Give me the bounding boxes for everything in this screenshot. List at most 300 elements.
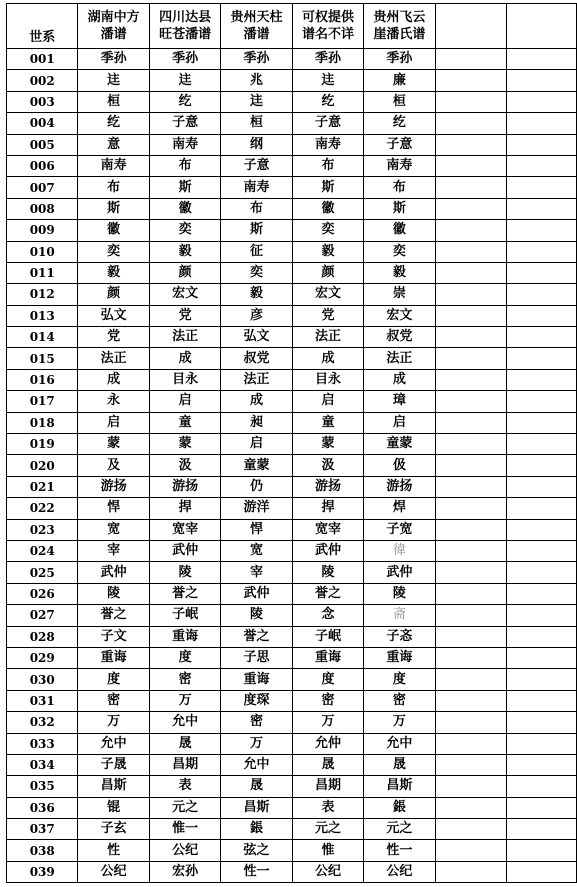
feiyunya-cell: 季孙 — [364, 49, 435, 70]
feiyunya-cell: 宏文 — [364, 305, 435, 326]
empty-cell — [435, 177, 506, 198]
tianzhu-cell: 桓 — [221, 113, 292, 134]
sichuan-cell: 子意 — [149, 113, 220, 134]
hunan-cell: 子玄 — [78, 819, 149, 840]
feiyunya-cell: 昌斯 — [364, 776, 435, 797]
header-text: 湖南中方 潘谱 — [87, 10, 140, 42]
feiyunya-cell: 武仲 — [364, 562, 435, 583]
empty-cell — [435, 605, 506, 626]
tianzhu-cell: 弘文 — [221, 327, 292, 348]
kequan-cell: 度 — [292, 669, 363, 690]
empty-cell — [506, 198, 576, 219]
hunan-cell: 斯 — [78, 198, 149, 219]
empty-cell — [435, 455, 506, 476]
hunan-cell: 宰 — [78, 540, 149, 561]
kequan-cell: 公纪 — [292, 861, 363, 882]
generation-cell: 022 — [7, 498, 78, 519]
feiyunya-cell: 璋 — [364, 391, 435, 412]
kequan-cell: 奕 — [292, 220, 363, 241]
tianzhu-cell: 武仲 — [221, 583, 292, 604]
sichuan-cell: 童 — [149, 412, 220, 433]
hunan-cell: 公纪 — [78, 861, 149, 882]
empty-cell — [435, 626, 506, 647]
table-row — [7, 134, 577, 155]
table-row — [7, 155, 577, 176]
table-row — [7, 562, 577, 583]
tianzhu-cell: 游洋 — [221, 498, 292, 519]
table-row — [7, 348, 577, 369]
empty-cell — [435, 690, 506, 711]
generation-cell: 033 — [7, 733, 78, 754]
kequan-cell: 惟 — [292, 840, 363, 861]
header-row — [7, 4, 577, 49]
tianzhu-cell: 迬 — [221, 91, 292, 112]
table-row — [7, 391, 577, 412]
empty-cell — [435, 369, 506, 390]
generation-cell: 013 — [7, 305, 78, 326]
kequan-cell: 表 — [292, 797, 363, 818]
empty-cell — [506, 348, 576, 369]
empty-cell — [435, 712, 506, 733]
table-row — [7, 605, 577, 626]
empty-cell — [506, 498, 576, 519]
empty-cell — [435, 412, 506, 433]
generation-cell: 038 — [7, 840, 78, 861]
tianzhu-cell: 昶 — [221, 412, 292, 433]
hunan-cell: 陵 — [78, 583, 149, 604]
table-row — [7, 519, 577, 540]
sichuan-cell: 捍 — [149, 498, 220, 519]
empty-cell — [435, 840, 506, 861]
empty-cell — [506, 712, 576, 733]
empty-cell — [506, 327, 576, 348]
tianzhu-cell: 悍 — [221, 519, 292, 540]
generation-cell: 016 — [7, 369, 78, 390]
header-generation: 世系 — [7, 4, 78, 49]
empty-cell — [435, 262, 506, 283]
hunan-cell: 子文 — [78, 626, 149, 647]
table-row — [7, 412, 577, 433]
tianzhu-cell: 重诲 — [221, 669, 292, 690]
empty-cell — [435, 861, 506, 882]
empty-cell — [506, 754, 576, 775]
kequan-cell: 斯 — [292, 177, 363, 198]
generation-cell: 008 — [7, 198, 78, 219]
hunan-cell: 宽 — [78, 519, 149, 540]
generation-cell: 014 — [7, 327, 78, 348]
empty-cell — [435, 134, 506, 155]
hunan-cell: 徽 — [78, 220, 149, 241]
sichuan-cell: 元之 — [149, 797, 220, 818]
empty-cell — [435, 70, 506, 91]
sichuan-cell: 昌期 — [149, 754, 220, 775]
empty-cell — [435, 647, 506, 668]
header-kequan-unknown — [292, 4, 363, 49]
hunan-cell: 颜 — [78, 284, 149, 305]
empty-cell — [435, 797, 506, 818]
feiyunya-cell: 公纪 — [364, 861, 435, 882]
empty-cell — [506, 412, 576, 433]
tianzhu-cell: 奕 — [221, 262, 292, 283]
kequan-cell: 子意 — [292, 113, 363, 134]
hunan-cell: 蒙 — [78, 434, 149, 455]
feiyunya-cell: 伋 — [364, 455, 435, 476]
kequan-cell: 万 — [292, 712, 363, 733]
empty-cell — [506, 134, 576, 155]
empty-cell — [435, 305, 506, 326]
sichuan-cell: 晟 — [149, 733, 220, 754]
header-guizhou-tianzhu — [221, 4, 292, 49]
generation-cell: 034 — [7, 754, 78, 775]
empty-cell — [506, 476, 576, 497]
feiyunya-cell: 密 — [364, 690, 435, 711]
table-row — [7, 284, 577, 305]
empty-cell — [506, 391, 576, 412]
generation-cell: 035 — [7, 776, 78, 797]
hunan-cell: 迬 — [78, 70, 149, 91]
kequan-cell: 蒙 — [292, 434, 363, 455]
tianzhu-cell: 宰 — [221, 562, 292, 583]
kequan-cell: 子岷 — [292, 626, 363, 647]
empty-cell — [435, 562, 506, 583]
table-row — [7, 49, 577, 70]
hunan-cell: 南寿 — [78, 155, 149, 176]
kequan-cell: 捍 — [292, 498, 363, 519]
generation-cell: 006 — [7, 155, 78, 176]
tianzhu-cell: 性一 — [221, 861, 292, 882]
table-row — [7, 369, 577, 390]
sichuan-cell: 徽 — [149, 198, 220, 219]
empty-cell — [435, 434, 506, 455]
hunan-cell: 弘文 — [78, 305, 149, 326]
empty-cell — [435, 776, 506, 797]
tianzhu-cell: 昌斯 — [221, 797, 292, 818]
empty-cell — [435, 49, 506, 70]
empty-cell — [506, 155, 576, 176]
kequan-cell: 游扬 — [292, 476, 363, 497]
empty-cell — [435, 391, 506, 412]
generation-cell: 010 — [7, 241, 78, 262]
generation-cell: 029 — [7, 647, 78, 668]
generation-cell: 019 — [7, 434, 78, 455]
table-row — [7, 733, 577, 754]
feiyunya-cell: 廉 — [364, 70, 435, 91]
tianzhu-cell: 启 — [221, 434, 292, 455]
tianzhu-cell: 纲 — [221, 134, 292, 155]
sichuan-cell: 度 — [149, 647, 220, 668]
table-row — [7, 797, 577, 818]
tianzhu-cell: 子思 — [221, 647, 292, 668]
generation-cell: 005 — [7, 134, 78, 155]
empty-cell — [506, 519, 576, 540]
sichuan-cell: 法正 — [149, 327, 220, 348]
sichuan-cell: 斯 — [149, 177, 220, 198]
empty-cell — [506, 840, 576, 861]
empty-cell — [506, 540, 576, 561]
table-row — [7, 262, 577, 283]
table-row — [7, 220, 577, 241]
hunan-cell: 锟 — [78, 797, 149, 818]
kequan-cell: 陵 — [292, 562, 363, 583]
feiyunya-cell: 性一 — [364, 840, 435, 861]
empty-cell — [435, 540, 506, 561]
kequan-cell: 元之 — [292, 819, 363, 840]
tianzhu-cell: 南寿 — [221, 177, 292, 198]
empty-cell — [506, 733, 576, 754]
sichuan-cell: 密 — [149, 669, 220, 690]
kequan-cell: 启 — [292, 391, 363, 412]
generation-cell: 021 — [7, 476, 78, 497]
header-sichuan-daxian — [149, 4, 220, 49]
table-row — [7, 455, 577, 476]
generation-cell: 007 — [7, 177, 78, 198]
feiyunya-cell: 元之 — [364, 819, 435, 840]
table-row — [7, 177, 577, 198]
empty-cell — [506, 241, 576, 262]
hunan-cell: 允中 — [78, 733, 149, 754]
table-row — [7, 647, 577, 668]
sichuan-cell: 奕 — [149, 220, 220, 241]
hunan-cell: 党 — [78, 327, 149, 348]
tianzhu-cell: 叔党 — [221, 348, 292, 369]
tianzhu-cell: 季孙 — [221, 49, 292, 70]
kequan-cell: 颜 — [292, 262, 363, 283]
header-text: 四川达县 旺苍潘谱 — [159, 10, 212, 42]
tianzhu-cell: 兆 — [221, 70, 292, 91]
hunan-cell: 奕 — [78, 241, 149, 262]
feiyunya-cell: 允中 — [364, 733, 435, 754]
header-hunan-zhongfang — [78, 4, 149, 49]
empty-cell — [506, 819, 576, 840]
sichuan-cell: 目永 — [149, 369, 220, 390]
generation-cell: 002 — [7, 70, 78, 91]
tianzhu-cell: 征 — [221, 241, 292, 262]
feiyunya-cell: 晟 — [364, 754, 435, 775]
hunan-cell: 布 — [78, 177, 149, 198]
generation-cell: 003 — [7, 91, 78, 112]
tianzhu-cell: 万 — [221, 733, 292, 754]
feiyunya-cell: 徫 — [364, 540, 435, 561]
feiyunya-cell: 子忞 — [364, 626, 435, 647]
sichuan-cell: 惟一 — [149, 819, 220, 840]
empty-cell — [435, 220, 506, 241]
kequan-cell: 目永 — [292, 369, 363, 390]
kequan-cell: 纥 — [292, 91, 363, 112]
sichuan-cell: 布 — [149, 155, 220, 176]
empty-cell — [435, 284, 506, 305]
table-row — [7, 840, 577, 861]
tianzhu-cell: 童蒙 — [221, 455, 292, 476]
table-row — [7, 70, 577, 91]
empty-cell — [506, 284, 576, 305]
hunan-cell: 昌斯 — [78, 776, 149, 797]
generation-cell: 024 — [7, 540, 78, 561]
table-row — [7, 241, 577, 262]
generation-cell: 037 — [7, 819, 78, 840]
kequan-cell: 布 — [292, 155, 363, 176]
feiyunya-cell: 桓 — [364, 91, 435, 112]
header-text: 可权提供 谱名不详 — [301, 10, 354, 42]
sichuan-cell: 允中 — [149, 712, 220, 733]
sichuan-cell: 季孙 — [149, 49, 220, 70]
table-row — [7, 434, 577, 455]
genealogy-table — [6, 3, 577, 883]
feiyunya-cell: 游扬 — [364, 476, 435, 497]
kequan-cell: 迬 — [292, 70, 363, 91]
sichuan-cell: 表 — [149, 776, 220, 797]
header-empty-2 — [506, 4, 576, 49]
hunan-cell: 意 — [78, 134, 149, 155]
sichuan-cell: 党 — [149, 305, 220, 326]
hunan-cell: 悍 — [78, 498, 149, 519]
empty-cell — [506, 220, 576, 241]
table-row — [7, 690, 577, 711]
sichuan-cell: 誉之 — [149, 583, 220, 604]
kequan-cell: 昌期 — [292, 776, 363, 797]
hunan-cell: 度 — [78, 669, 149, 690]
kequan-cell: 党 — [292, 305, 363, 326]
empty-cell — [506, 91, 576, 112]
kequan-cell: 念 — [292, 605, 363, 626]
tianzhu-cell: 宽 — [221, 540, 292, 561]
feiyunya-cell: 度 — [364, 669, 435, 690]
generation-cell: 027 — [7, 605, 78, 626]
empty-cell — [435, 476, 506, 497]
table-row — [7, 327, 577, 348]
hunan-cell: 启 — [78, 412, 149, 433]
kequan-cell: 法正 — [292, 327, 363, 348]
hunan-cell: 子晟 — [78, 754, 149, 775]
empty-cell — [435, 241, 506, 262]
header-text: 贵州飞云 崖潘氏谱 — [373, 10, 426, 42]
hunan-cell: 誉之 — [78, 605, 149, 626]
sichuan-cell: 宏孙 — [149, 861, 220, 882]
sichuan-cell: 成 — [149, 348, 220, 369]
sichuan-cell: 武仲 — [149, 540, 220, 561]
generation-cell: 032 — [7, 712, 78, 733]
feiyunya-cell: 成 — [364, 369, 435, 390]
tianzhu-cell: 晟 — [221, 776, 292, 797]
table-row — [7, 754, 577, 775]
tianzhu-cell: 成 — [221, 391, 292, 412]
generation-cell: 020 — [7, 455, 78, 476]
feiyunya-cell: 童蒙 — [364, 434, 435, 455]
empty-cell — [435, 819, 506, 840]
tianzhu-cell: 允中 — [221, 754, 292, 775]
kequan-cell: 成 — [292, 348, 363, 369]
empty-cell — [435, 754, 506, 775]
empty-cell — [435, 155, 506, 176]
tianzhu-cell: 法正 — [221, 369, 292, 390]
hunan-cell: 重诲 — [78, 647, 149, 668]
empty-cell — [506, 776, 576, 797]
table-row — [7, 583, 577, 604]
sichuan-cell: 万 — [149, 690, 220, 711]
empty-cell — [506, 434, 576, 455]
empty-cell — [506, 70, 576, 91]
tianzhu-cell: 鋹 — [221, 819, 292, 840]
table-row — [7, 113, 577, 134]
sichuan-cell: 毅 — [149, 241, 220, 262]
feiyunya-cell: 陵 — [364, 583, 435, 604]
kequan-cell: 誉之 — [292, 583, 363, 604]
empty-cell — [435, 327, 506, 348]
empty-cell — [506, 647, 576, 668]
generation-cell: 018 — [7, 412, 78, 433]
generation-cell: 039 — [7, 861, 78, 882]
kequan-cell: 宏文 — [292, 284, 363, 305]
empty-cell — [506, 113, 576, 134]
hunan-cell: 万 — [78, 712, 149, 733]
feiyunya-cell: 重诲 — [364, 647, 435, 668]
tianzhu-cell: 密 — [221, 712, 292, 733]
empty-cell — [435, 91, 506, 112]
feiyunya-cell: 毅 — [364, 262, 435, 283]
feiyunya-cell: 鋹 — [364, 797, 435, 818]
tianzhu-cell: 斯 — [221, 220, 292, 241]
generation-cell: 015 — [7, 348, 78, 369]
feiyunya-cell: 启 — [364, 412, 435, 433]
empty-cell — [506, 626, 576, 647]
generation-cell: 017 — [7, 391, 78, 412]
kequan-cell: 武仲 — [292, 540, 363, 561]
table-row — [7, 712, 577, 733]
generation-cell: 004 — [7, 113, 78, 134]
sichuan-cell: 汲 — [149, 455, 220, 476]
generation-cell: 030 — [7, 669, 78, 690]
hunan-cell: 永 — [78, 391, 149, 412]
table-row — [7, 819, 577, 840]
tianzhu-cell: 布 — [221, 198, 292, 219]
generation-cell: 026 — [7, 583, 78, 604]
kequan-cell: 宽宰 — [292, 519, 363, 540]
table-row — [7, 198, 577, 219]
generation-cell: 025 — [7, 562, 78, 583]
table-row — [7, 626, 577, 647]
table-row — [7, 669, 577, 690]
feiyunya-cell: 焊 — [364, 498, 435, 519]
generation-cell: 023 — [7, 519, 78, 540]
kequan-cell: 徽 — [292, 198, 363, 219]
feiyunya-cell: 万 — [364, 712, 435, 733]
table-row — [7, 540, 577, 561]
hunan-cell: 毅 — [78, 262, 149, 283]
header-empty-1 — [435, 4, 506, 49]
tianzhu-cell: 子意 — [221, 155, 292, 176]
hunan-cell: 游扬 — [78, 476, 149, 497]
feiyunya-cell: 徽 — [364, 220, 435, 241]
hunan-cell: 纥 — [78, 113, 149, 134]
kequan-cell: 南寿 — [292, 134, 363, 155]
kequan-cell: 密 — [292, 690, 363, 711]
sichuan-cell: 蒙 — [149, 434, 220, 455]
empty-cell — [506, 797, 576, 818]
empty-cell — [506, 861, 576, 882]
feiyunya-cell: 纥 — [364, 113, 435, 134]
table-row — [7, 498, 577, 519]
generation-cell: 011 — [7, 262, 78, 283]
feiyunya-cell: 法正 — [364, 348, 435, 369]
empty-cell — [435, 669, 506, 690]
empty-cell — [506, 369, 576, 390]
sichuan-cell: 公纪 — [149, 840, 220, 861]
sichuan-cell: 宽宰 — [149, 519, 220, 540]
feiyunya-cell: 南寿 — [364, 155, 435, 176]
sichuan-cell: 陵 — [149, 562, 220, 583]
feiyunya-cell: 子宽 — [364, 519, 435, 540]
tianzhu-cell: 陵 — [221, 605, 292, 626]
sichuan-cell: 宏文 — [149, 284, 220, 305]
